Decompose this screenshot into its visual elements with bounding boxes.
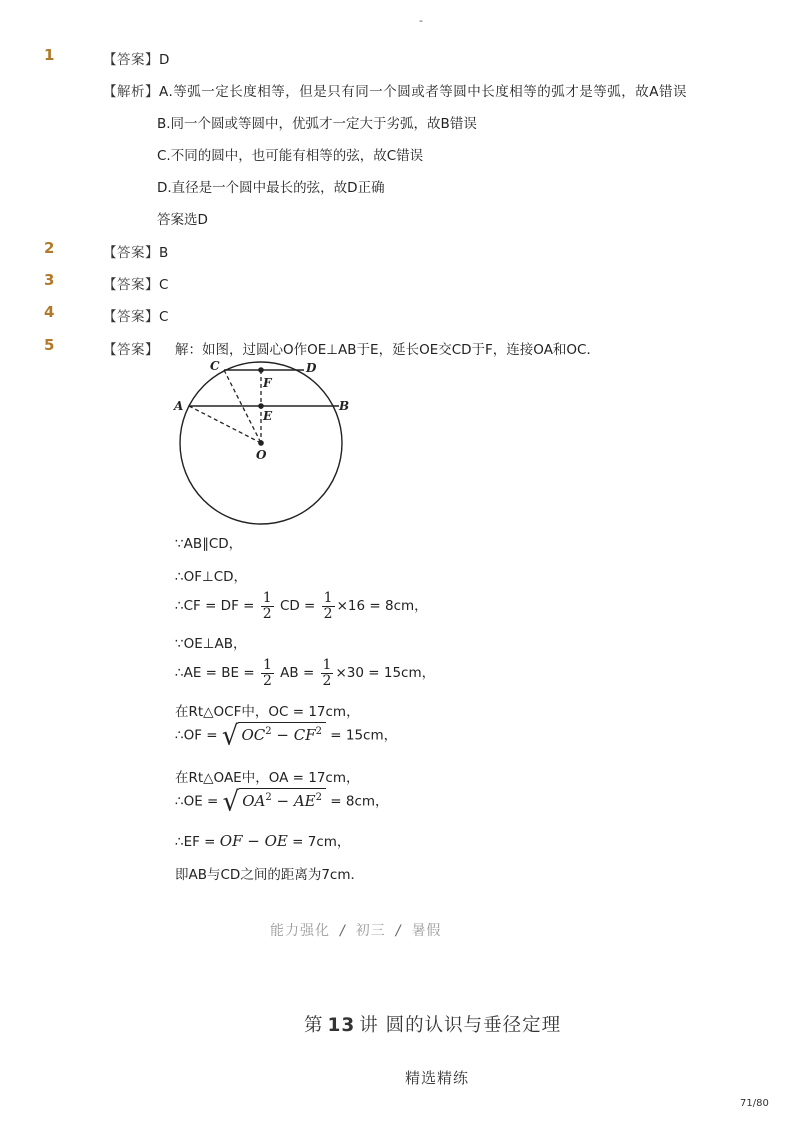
label-e: E xyxy=(263,409,273,423)
answer-value-1: D xyxy=(159,52,170,68)
label-a: A xyxy=(174,399,184,413)
step-ef: ∴EF = OF − OE = 7cm， xyxy=(175,832,351,850)
answer-tag-label: 【答案】 xyxy=(103,309,159,325)
answer-value-3: C xyxy=(159,277,169,293)
label-b: B xyxy=(339,399,350,413)
sqrt-expression: √ $OC^2 - CF^2$ xyxy=(222,722,326,749)
circle-figure xyxy=(168,356,358,546)
fraction-half: $\frac{1}{2}$ xyxy=(262,590,272,622)
answer-tag-label: 【答案】 xyxy=(103,277,159,293)
step-perpendicular-oe: ∵OE⊥AB， xyxy=(175,636,247,652)
fraction-half: $\frac{1}{2}$ xyxy=(323,590,333,622)
step-conclusion: 即AB与CD之间的距离为7cm． xyxy=(175,867,364,883)
question-number-2: 2 xyxy=(44,239,55,257)
header-mark: - xyxy=(419,14,423,27)
label-c: C xyxy=(210,359,220,373)
answer-tag-label: 【答案】 xyxy=(103,52,159,68)
point-f xyxy=(258,367,264,373)
step-oe: ∴OE = √ $OA^2 - AE^2$ = 8cm， xyxy=(175,785,389,818)
analysis-tag-1 xyxy=(103,80,687,100)
step-cf-df: ∴CF = DF = $\frac{1}{2}$ CD = $\frac{1}{2}$ ×16 = 8cm， xyxy=(175,590,428,622)
section-title: 精选精练 xyxy=(405,1069,470,1087)
label-f: F xyxy=(263,376,272,390)
label-d: D xyxy=(306,361,317,375)
question-number-5: 5 xyxy=(44,336,55,354)
answer-tag-1 xyxy=(103,48,170,68)
solution-intro: 解：如图，过圆心O作OE⊥AB于E，延长OE交CD于F，连接OA和OC． xyxy=(175,342,600,358)
answer-tag-label: 【答案】 xyxy=(103,245,159,261)
answer-value-4: C xyxy=(159,309,169,325)
step-ae-be: ∴AE = BE = $\frac{1}{2}$ AB = $\frac{1}{2}$ ×30 = 15cm， xyxy=(175,657,436,689)
question-number-1: 1 xyxy=(44,46,55,64)
analysis-line-a: A.等弧一定长度相等，但是只有同一个圆或者等圆中长度相等的弧才是等弧，故A错误 xyxy=(159,84,688,100)
analysis-tag-label: 【解析】 xyxy=(103,84,159,100)
point-o xyxy=(258,440,264,446)
point-e xyxy=(258,403,264,409)
answer-value-2: B xyxy=(159,245,169,261)
step-triangle-oae: 在Rt△OAE中，OA = 17cm， xyxy=(175,770,360,786)
answer-tag-2 xyxy=(103,241,169,261)
answer-tag-5: 【答案】 xyxy=(103,342,159,358)
fraction-half: $\frac{1}{2}$ xyxy=(262,657,272,689)
segment-oa xyxy=(189,406,261,443)
step-triangle-ocf: 在Rt△OCF中，OC = 17cm， xyxy=(175,704,360,720)
fraction-half: $\frac{1}{2}$ xyxy=(322,657,332,689)
analysis-conclusion: 答案选D xyxy=(157,212,208,228)
question-number-3: 3 xyxy=(44,271,55,289)
analysis-line-c: C.不同的圆中，也可能有相等的弦，故C错误 xyxy=(157,148,424,164)
lesson-title: 第 13 讲 圆的认识与垂径定理 xyxy=(304,1015,562,1036)
answer-tag-4 xyxy=(103,305,169,325)
sqrt-expression: √ $OA^2 - AE^2$ xyxy=(223,788,326,815)
page-number: 71/80 xyxy=(740,1098,769,1109)
analysis-line-d: D.直径是一个圆中最长的弦，故D正确 xyxy=(157,180,385,196)
analysis-line-b: B.同一个圆或等圆中，优弧才一定大于劣弧，故B错误 xyxy=(157,116,477,132)
footer-breadcrumb: 能力强化 / 初三 / 暑假 xyxy=(270,923,442,939)
question-number-4: 4 xyxy=(44,303,55,321)
step-of: ∴OF = √ $OC^2 - CF^2$ = 15cm， xyxy=(175,719,398,752)
answer-tag-3 xyxy=(103,273,169,293)
step-perpendicular-of: ∴OF⊥CD， xyxy=(175,569,248,585)
label-o: O xyxy=(256,448,267,462)
step-parallel: ∵AB∥CD， xyxy=(175,536,243,552)
